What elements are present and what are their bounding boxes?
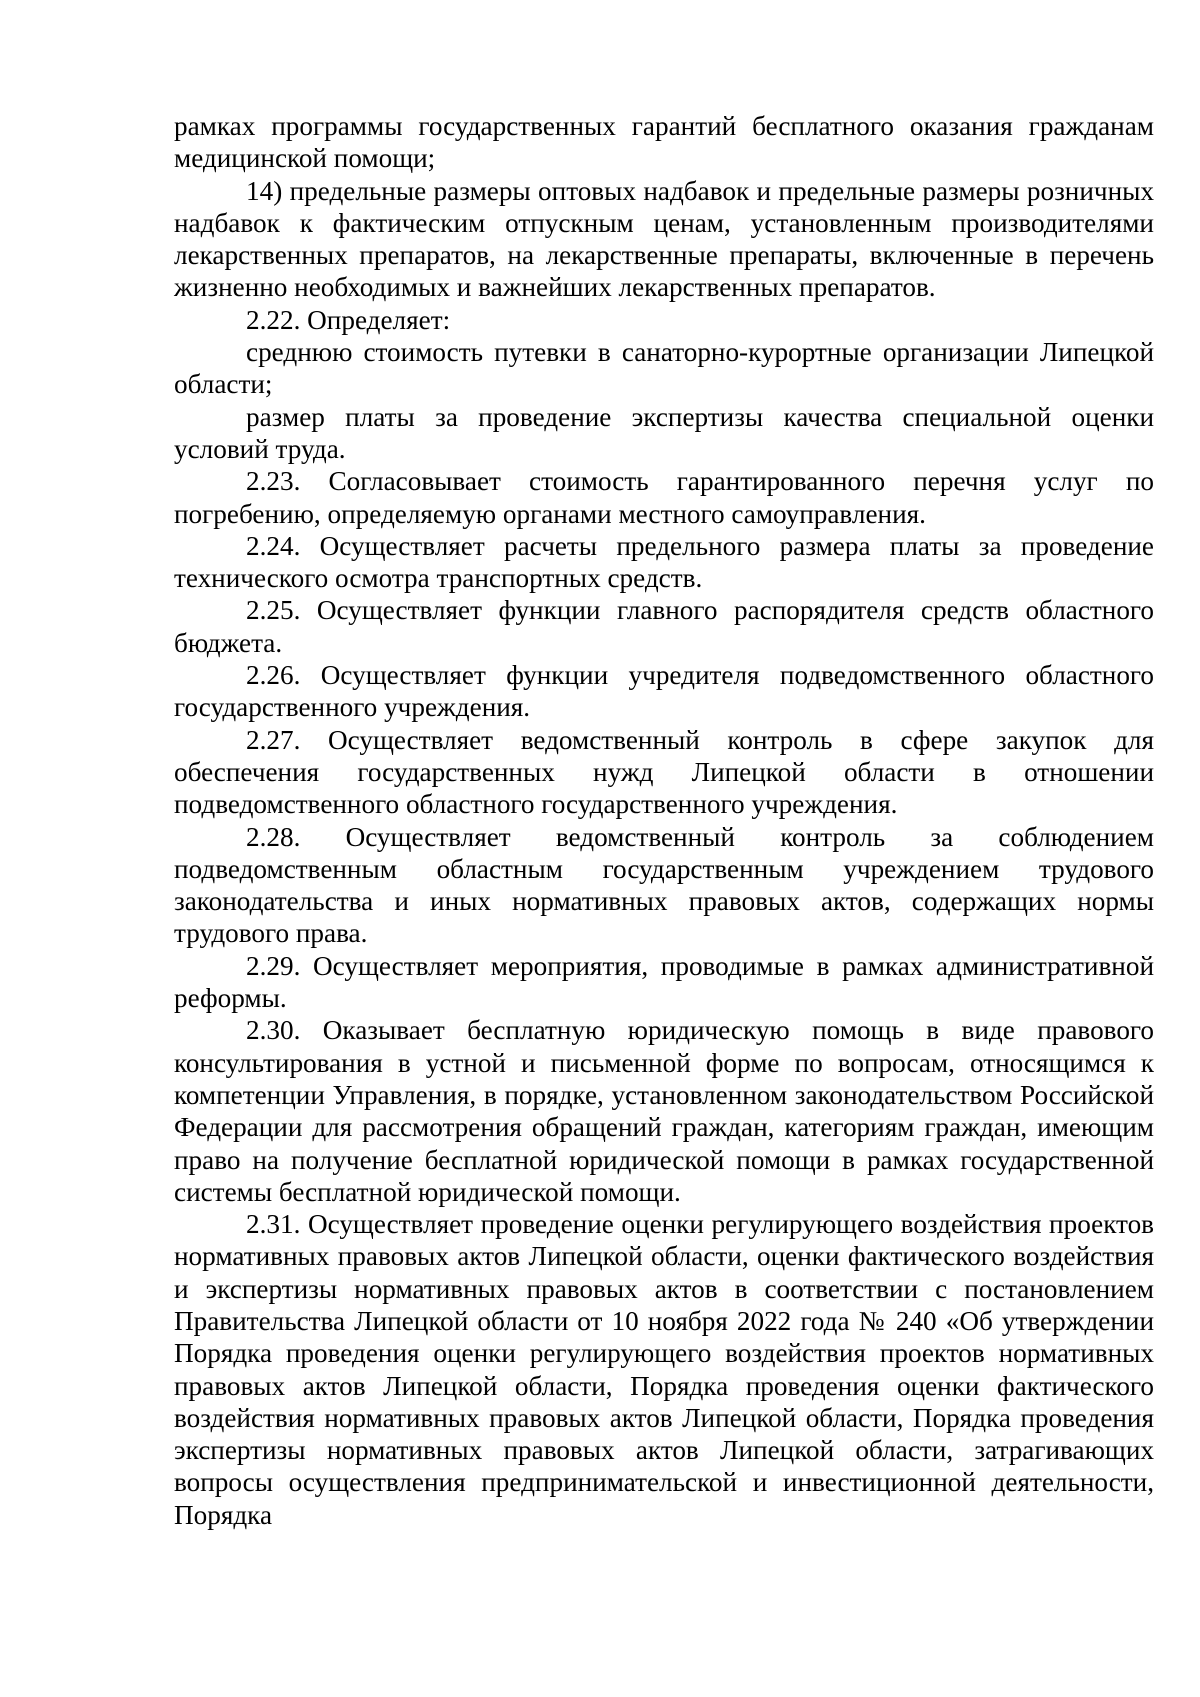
paragraph-2-24: 2.24. Осуществляет расчеты предельного размера платы за проведение технического осмотра транспортных средств. [174, 530, 1154, 594]
paragraph-2-26: 2.26. Осуществляет функции учредителя подведомственного областного государственного учреждения. [174, 660, 1154, 723]
paragraph-2-28: 2.28. Осуществляет ведомственный контроль за соблюдением подведомственным областным государственным учреждением трудового законодательства и иных нормативных правовых актов, содержащих нормы трудового права. [174, 821, 1154, 949]
paragraph-2-22-voucher-cost: среднюю стоимость путевки в санаторно-курортные организации Липецкой области; [174, 337, 1154, 400]
paragraph-2-29: 2.29. Осуществляет мероприятия, проводимые в рамках административной реформы. [174, 950, 1154, 1014]
paragraph-2-22-expertise-fee: размер платы за проведение экспертизы качества специальной оценки условий труда. [174, 401, 1154, 464]
paragraph-2-23: 2.23. Согласовывает стоимость гарантированного перечня услуг по погребению, определяемую органами местного самоуправления. [174, 466, 1154, 529]
paragraph-2-25: 2.25. Осуществляет функции главного распорядителя средств областного бюджета. [174, 595, 1154, 658]
paragraph-item-14-markups: 14) предельные размеры оптовых надбавок и предельные размеры розничных надбавок к фактическим отпускным ценам, установленным производителями лекарственных препаратов, на лекарственные препараты, включенные в перечень жизненно необходимых и важнейших лекарственных препаратов. [174, 175, 1154, 303]
paragraph-2-22-heading: 2.22. Определяет: [246, 304, 451, 335]
paragraph-2-31: 2.31. Осуществляет проведение оценки регулирующего воздействия проектов нормативных правовых актов Липецкой области, оценки фактического воздействия и экспертизы нормативных правовых актов в соответствии с постановлением Правительства Липецкой области от 10 ноября 2022 года № 240 «Об утверждении Порядка проведения оценки регулирующего воздействия проектов нормативных правовых актов Липецкой области, Порядка проведения оценки фактического воздействия нормативных правовых актов Липецкой области, Порядка проведения экспертизы нормативных правовых актов Липецкой области, затрагивающих вопросы осуществления предпринимательской и инвестиционной деятельности, Порядка [174, 1209, 1154, 1530]
paragraph-2-30: 2.30. Оказывает бесплатную юридическую помощь в виде правового консультирования в устной и письменной форме по вопросам, относящимся к компетенции Управления, в порядке, установленном законодательством Российской Федерации для рассмотрения обращений граждан, категориям граждан, имеющим право на получение бесплатной юридической помощи в рамках государственной системы бесплатной юридической помощи. [174, 1015, 1154, 1207]
paragraph-2-27: 2.27. Осуществляет ведомственный контроль в сфере закупок для обеспечения государственных нужд Липецкой области в отношении подведомственного областного государственного учреждения. [174, 724, 1154, 820]
document-page [174, 110, 1154, 1531]
paragraph-medical-aid-continuation: рамках программы государственных гарантий бесплатного оказания гражданам медицинской помощи; [174, 111, 1154, 174]
